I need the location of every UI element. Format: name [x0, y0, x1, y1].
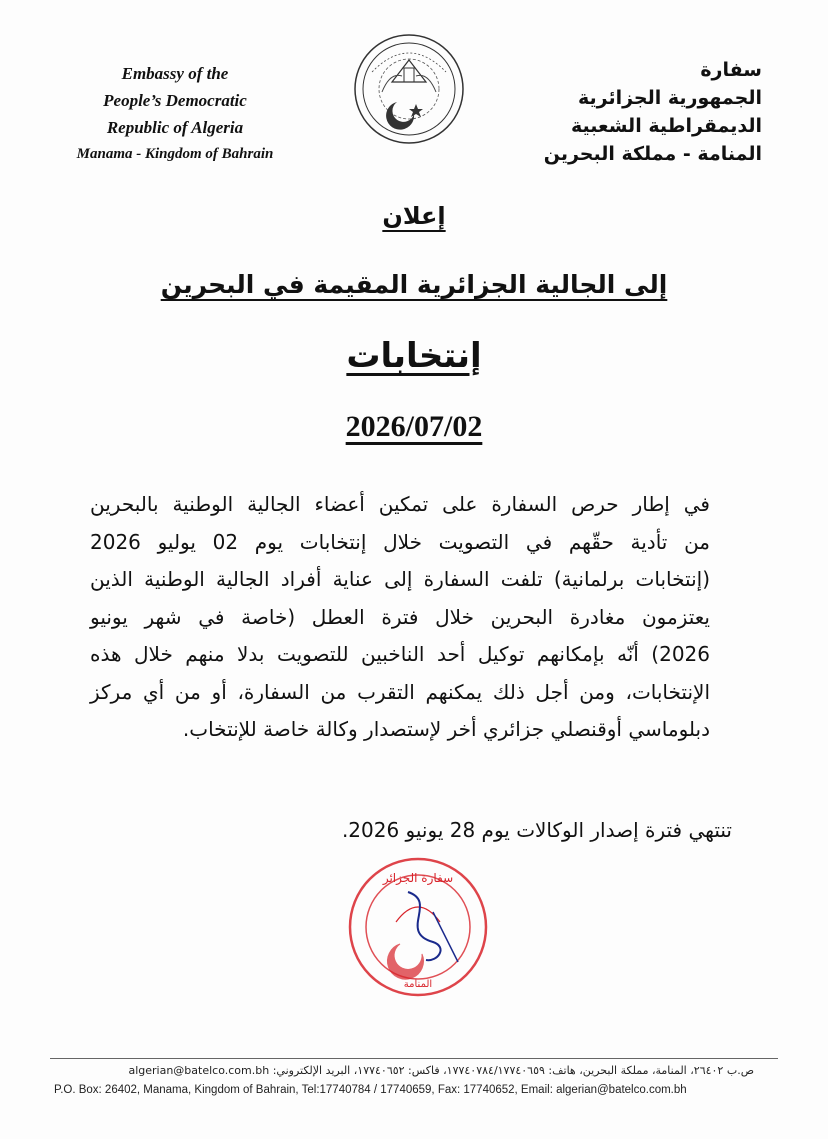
audience-heading: إلى الجالية الجزائرية المقيمة في البحرين — [160, 270, 668, 299]
embassy-name-arabic — [532, 56, 762, 168]
embassy-stamp-icon — [338, 852, 498, 1002]
stamp-text-top: سفارة الجزائر — [382, 871, 454, 885]
announcement-date: 2026/07/02 — [345, 410, 483, 443]
body-line-7: دبلوماسي أوقنصلي جزائري أخر لإستصدار وكالة خاصة للإنتخاب. — [182, 717, 710, 741]
subject-heading: إنتخابات — [346, 336, 482, 376]
body-line-6: الإنتخابات، ومن أجل ذلك يمكنهم التقرب من السفارة، أو من أي مركز — [90, 679, 710, 704]
footer-contact-english: P.O. Box: 26402, Manama, Kingdom of Bahrain, Tel:17740784 / 17740659, Fax: 17740652, Email: algerian@batelco.com.bh — [54, 1084, 687, 1096]
embassy-name-ar-line-3: الديمقراطية الشعبية — [570, 115, 762, 137]
algeria-emblem-icon — [352, 32, 466, 146]
closing-note: تنتهي فترة إصدار الوكالات يوم 28 يونيو 2026. — [341, 818, 732, 842]
embassy-name-ar-line-2: الجمهورية الجزائرية — [577, 87, 762, 109]
announcement-heading: إعلان — [382, 202, 446, 230]
body-line-4: يعتزمون مغادرة البحرين خلال فترة العطل (خاصة في شهر يونيو — [90, 604, 710, 629]
footer-divider — [50, 1058, 778, 1059]
embassy-name-english — [40, 60, 310, 168]
embassy-name-en-line-1: Embassy of the — [121, 64, 229, 83]
embassy-name-en-line-3: Republic of Algeria — [106, 118, 244, 137]
body-line-3: (إنتخابات برلمانية) تلفت السفارة إلى عناية أفراد الجالية الوطنية الذين — [90, 567, 710, 591]
footer-ar-address: ص.ب ٢٦٤٠٢، المنامة، مملكة البحرين، هاتف: ١٧٧٤٠٧٨٤/١٧٧٤٠٦٥٩، فاكس: ١٧٧٤٠٦٥٢، البريد الإلكتروني: — [272, 1064, 754, 1077]
footer-ar-email: algerian@batelco.com.bh — [128, 1064, 270, 1077]
embassy-name-ar-line-1: سفارة — [700, 59, 762, 81]
footer-contact-arabic — [54, 1064, 754, 1077]
body-line-5: 2026) أنّه بإمكانهم توكيل أحد الناخبين للتصويت بدلا منهم خلال هذه — [90, 642, 710, 666]
embassy-location-ar: المنامة - مملكة البحرين — [543, 143, 762, 165]
body-line-1: في إطار حرص السفارة على تمكين أعضاء الجالية الوطنية بالبحرين — [90, 492, 710, 516]
announcement-body — [90, 486, 710, 749]
stamp-text-bottom: المنامة — [403, 979, 433, 990]
embassy-name-en-line-2: People’s Democratic — [103, 91, 247, 110]
embassy-location-en: Manama - Kingdom of Bahrain — [76, 146, 274, 162]
body-line-2: من تأدية حقّهم في التصويت خلال إنتخابات يوم 02 يوليو 2026 — [90, 529, 711, 554]
